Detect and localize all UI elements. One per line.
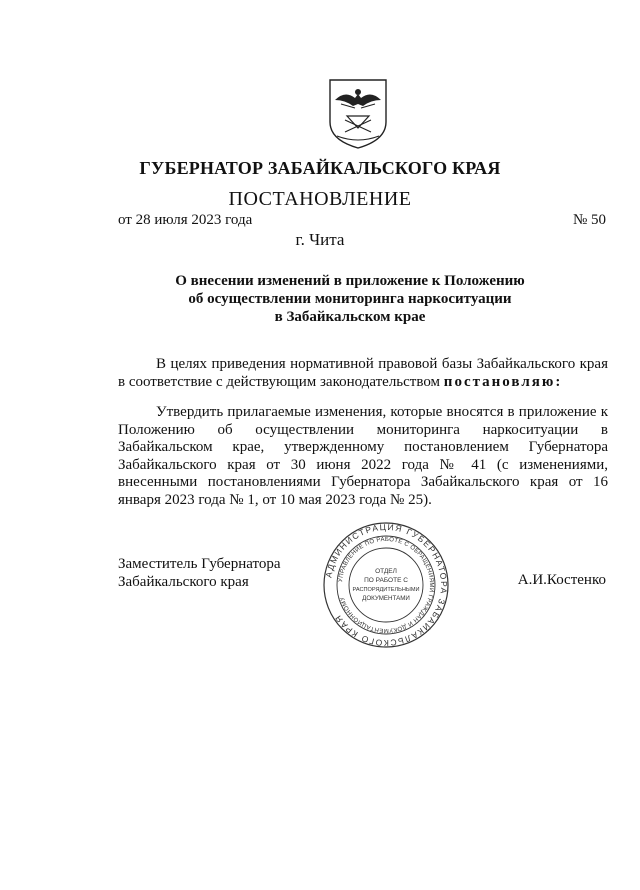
decree-verb: постановляю:	[443, 373, 563, 390]
document-subject	[150, 272, 550, 326]
preamble-paragraph	[118, 356, 608, 391]
stamp-center-line: РАСПОРЯДИТЕЛЬНЫМИ	[352, 587, 420, 593]
organization-title: ГУБЕРНАТОР ЗАБАЙКАЛЬСКОГО КРАЯ	[139, 158, 501, 178]
subject-line: в Забайкальском крае	[274, 309, 426, 325]
document-number: № 50	[572, 212, 606, 228]
stamp-center-line: ДОКУМЕНТАМИ	[362, 595, 410, 602]
stamp-outer-text: АДМИНИСТРАЦИЯ ГУБЕРНАТОРА ЗАБАЙКАЛЬСКОГО КРАЯ	[323, 521, 450, 649]
operative-text: Утвердить прилагаемые изменения, которые вносятся в приложение к Положению об осуществлении мониторинга наркоситуации в Забайкальском крае, утвержденному постановлением Губернатора Забайкальского края от 30 июня 2022 года № 41 (с изменениями, внесенными постановлениями Губернатора Забайкальского края от 16 января 2023 года № 1, от 10 мая 2023 года № 25).	[118, 404, 608, 508]
position-line: Забайкальского края	[118, 573, 249, 590]
signatory-position	[118, 556, 281, 591]
position-line: Заместитель Губернатора	[118, 556, 281, 572]
stamp-center-line: ОТДЕЛ	[375, 568, 397, 575]
document-city: г. Чита	[295, 230, 345, 249]
signatory-name: А.И.Костенко	[517, 572, 606, 588]
stamp-center-line: ПО РАБОТЕ С	[364, 577, 408, 584]
preamble-text: В целях приведения нормативной правовой базы Забайкальского края в соответствие с действующим законодательством	[118, 356, 608, 390]
stamp-inner-text: УПРАВЛЕНИЕ ПО РАБОТЕ С ОБРАЩЕНИЯМИ ГРАЖДАН И ДОКУМЕНТАЦИОННОМУ	[338, 536, 435, 634]
official-stamp	[322, 521, 450, 649]
svg-text:УПРАВЛЕНИЕ ПО РАБОТЕ С ОБРАЩЕН	[338, 537, 434, 633]
document-date: от 28 июля 2023 года	[118, 212, 253, 228]
document-type: ПОСТАНОВЛЕНИЕ	[228, 188, 412, 210]
coat-of-arms-icon	[327, 78, 389, 150]
subject-line: об осуществлении мониторинга наркоситуации	[188, 291, 512, 307]
operative-paragraph	[118, 404, 608, 509]
subject-line: О внесении изменений в приложение к Положению	[175, 273, 525, 289]
